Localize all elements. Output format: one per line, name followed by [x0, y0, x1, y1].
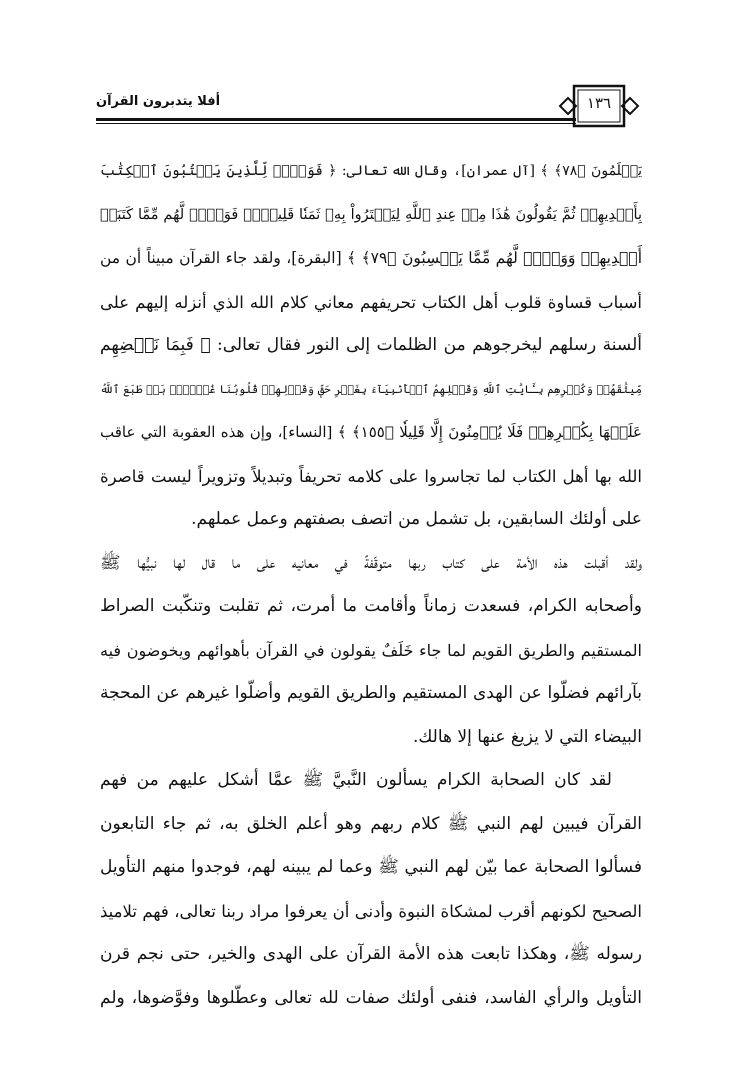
page-body — [100, 150, 642, 1020]
running-title: أفلا يتدبرون القرآن — [96, 94, 221, 109]
page-number: ١٣٦ — [586, 94, 612, 112]
text-line: عَلَيۡهَا بِكُفۡرِهِمۡ فَلَا يُؤۡمِنُونَ إِلَّا قَلِيلٗا ﴿١٥٥﴾ ﴾ [النساء]، وإن هذه العقوبة التي عاقب — [100, 423, 642, 441]
paragraph — [100, 542, 642, 760]
paragraph — [100, 759, 642, 1020]
header-rule-thin — [96, 123, 576, 124]
text-line: ألسنة رسلهم ليخرجوهم من الظلمات إلى النور فقال تعالى: ﴿ فَبِمَا نَقۡضِهِم — [100, 335, 642, 355]
paragraph — [100, 150, 642, 542]
header-rule — [96, 118, 576, 121]
text-line: وأصحابه الكرام، فسعدت زماناً وأقامت ما أمرت، ثم تقلبت وتنكّبت الصراط — [100, 596, 642, 616]
text-line: الله بها أهل الكتاب لما تجاسروا على كلامه تحريفاً وتبديلاً وتزويراً ليست قاصرة — [100, 466, 642, 486]
page-header — [96, 80, 640, 136]
text-line: رسوله ﷺ، وهكذا تابعت هذه الأمة القرآن على الهدى والخير، حتى نجم قرن — [100, 944, 642, 964]
text-line: الصحيح لكونهم أقرب لمشكاة النبوة وأدنى أن يعرفوا مراد ربنا تعالى، فهم تلاميذ — [100, 901, 642, 921]
text-line: على أولئك السابقين، بل تشمل من اتصف بصفتهم وعمل عملهم. — [191, 509, 642, 529]
text-line: التأويل والرأي الفاسد، فنفى أولئك صفات لله تعالى وعطّلوها وفوَّضوها، ولم — [100, 987, 642, 1008]
text-line: بآرائهم فضلّوا عن الهدى المستقيم والطريق القويم وأضلّوا غيرهم عن المحجة — [100, 683, 642, 703]
text-line: أسباب قساوة قلوب أهل الكتاب تحريفهم معاني كلام الله الذي أنزله إليهم على — [100, 292, 642, 312]
text-line: فسألوا الصحابة عما بيّن لهم النبي ﷺ وعما لم يبينه لهم، فوجدوا منهم التأويل — [100, 857, 642, 877]
text-line: المستقيم والطريق القويم لما جاء خَلَفٌ يقولون في القرآن بأهوائهم ويخوضون فيه — [100, 640, 642, 660]
text-line: ولقد أقبلت هذه الأمة على كتاب ربها متوقّفةً في معانيه على ما قال لها نبيُّها ﷺ — [100, 552, 642, 573]
text-line: البيضاء التي لا يزيغ عنها إلا هالك. — [412, 726, 642, 747]
text-line: يَعۡلَمُونَ ﴿٧٨﴾ ﴾ [آل عمران]، وقال الله تعالى: ﴿ فَوَيۡلٞ لِّلَّذِينَ يَكۡتُبُونَ ٱلۡكِتَٰبَ — [100, 163, 642, 179]
text-line: مِّيثَٰقَهُمۡ وَكُفۡرِهِم بِـَٔايَٰتِ ٱللَّهِ وَقَتۡلِهِمُ ٱلۡأَنۢبِيَآءَ بِغَيۡرِ حَقّٖ وَقَوۡلِهِمۡ قُلُوبُنَا غُلۡفُۢۚ بَلۡ طَبَعَ ٱللَّهُ — [100, 382, 642, 396]
text-line: بِأَيۡدِيهِمۡ ثُمَّ يَقُولُونَ هَٰذَا مِنۡ عِندِ ٱللَّهِ لِيَشۡتَرُواْ بِهِۦ ثَمَنٗا قَلِيلٗاۖ فَوَيۡلٞ لَّهُم مِّمَّا كَتَبَتۡ — [100, 206, 642, 223]
text-line: لقد كان الصحابة الكرام يسألون النَّبيَّ ﷺ عمَّا أشكل عليهم من فهم — [100, 770, 612, 790]
text-line: أَيۡدِيهِمۡ وَوَيۡلٞ لَّهُم مِّمَّا يَكۡسِبُونَ ﴿٧٩﴾ ﴾ [البقرة]، ولقد جاء القرآن مبيناً أن من — [100, 249, 642, 267]
text-line: القرآن فيبين لهم النبي ﷺ كلام ربهم وهو أعلم الخلق به، ثم جاء التابعون — [100, 813, 642, 834]
